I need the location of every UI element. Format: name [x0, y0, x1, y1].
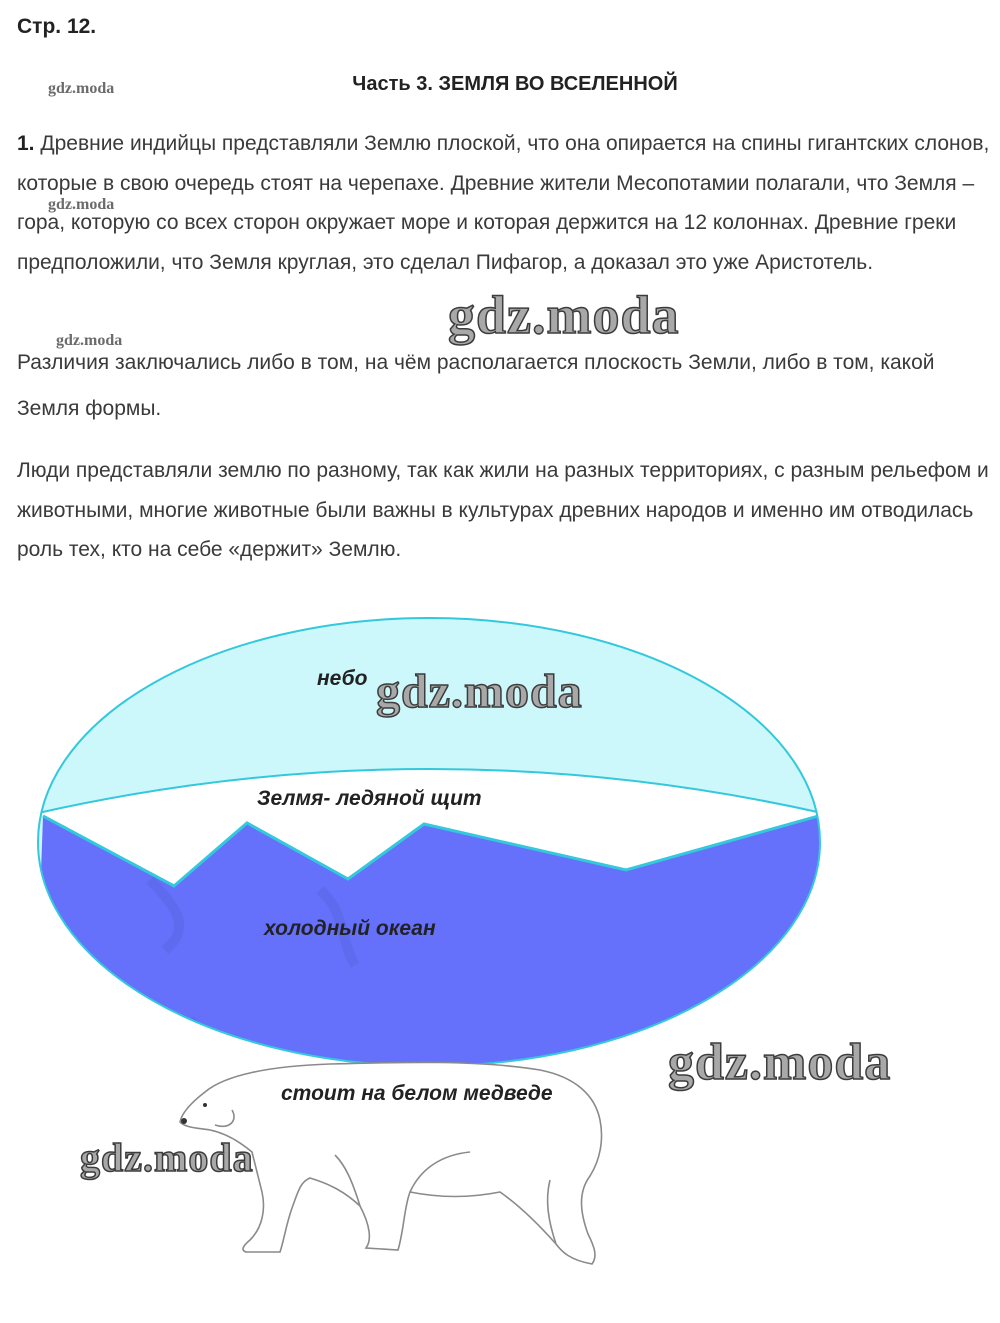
watermark: gdz.moda: [668, 1034, 892, 1091]
cold-ocean-label: холодный океан: [264, 917, 436, 940]
answer-paragraph-2: Различия заключались либо в том, на чём располагается плоскость Земли, либо в том, какой Земля формы.: [17, 351, 935, 420]
answer-paragraph-1: [17, 124, 992, 282]
watermark: gdz.moda: [48, 196, 115, 213]
watermark: gdz.moda: [80, 1135, 254, 1180]
watermark: gdz.moda: [56, 332, 123, 349]
section-heading: Часть 3. ЗЕМЛЯ ВО ВСЕЛЕННОЙ: [352, 73, 678, 95]
watermark: gdz.moda: [448, 285, 680, 345]
task-number: 1.: [17, 132, 35, 155]
watermark: gdz.moda: [48, 80, 115, 97]
answer-text-1: Древние индийцы представляли Землю плоской, что она опирается на спины гигантских слонов, которые в свою очередь стоят на черепахе. Древние жители Месопотамии полагали, что Земля – гора, которую со всех сторон окружает море и которая держится на 12 колоннах. Древние греки предположили, что Земля круглая, это сделал Пифагор, а доказал это уже Аристотель.: [17, 132, 990, 274]
sky-label: небо: [317, 667, 368, 690]
answer-paragraph-3: Люди представляли землю по разному, так как жили на разных территориях, с разным рельефом и животными, многие животные были важны в культурах древних народов и именно им отводилась роль тех, кто на себе «держит» Землю.: [17, 459, 989, 561]
watermark: gdz.moda: [376, 665, 583, 718]
polar-bear-label: стоит на белом медведе: [281, 1082, 553, 1105]
page-reference: Стр. 12.: [17, 15, 97, 38]
earth-ice-shield-label: Зелмя- ледяной щит: [257, 787, 482, 810]
